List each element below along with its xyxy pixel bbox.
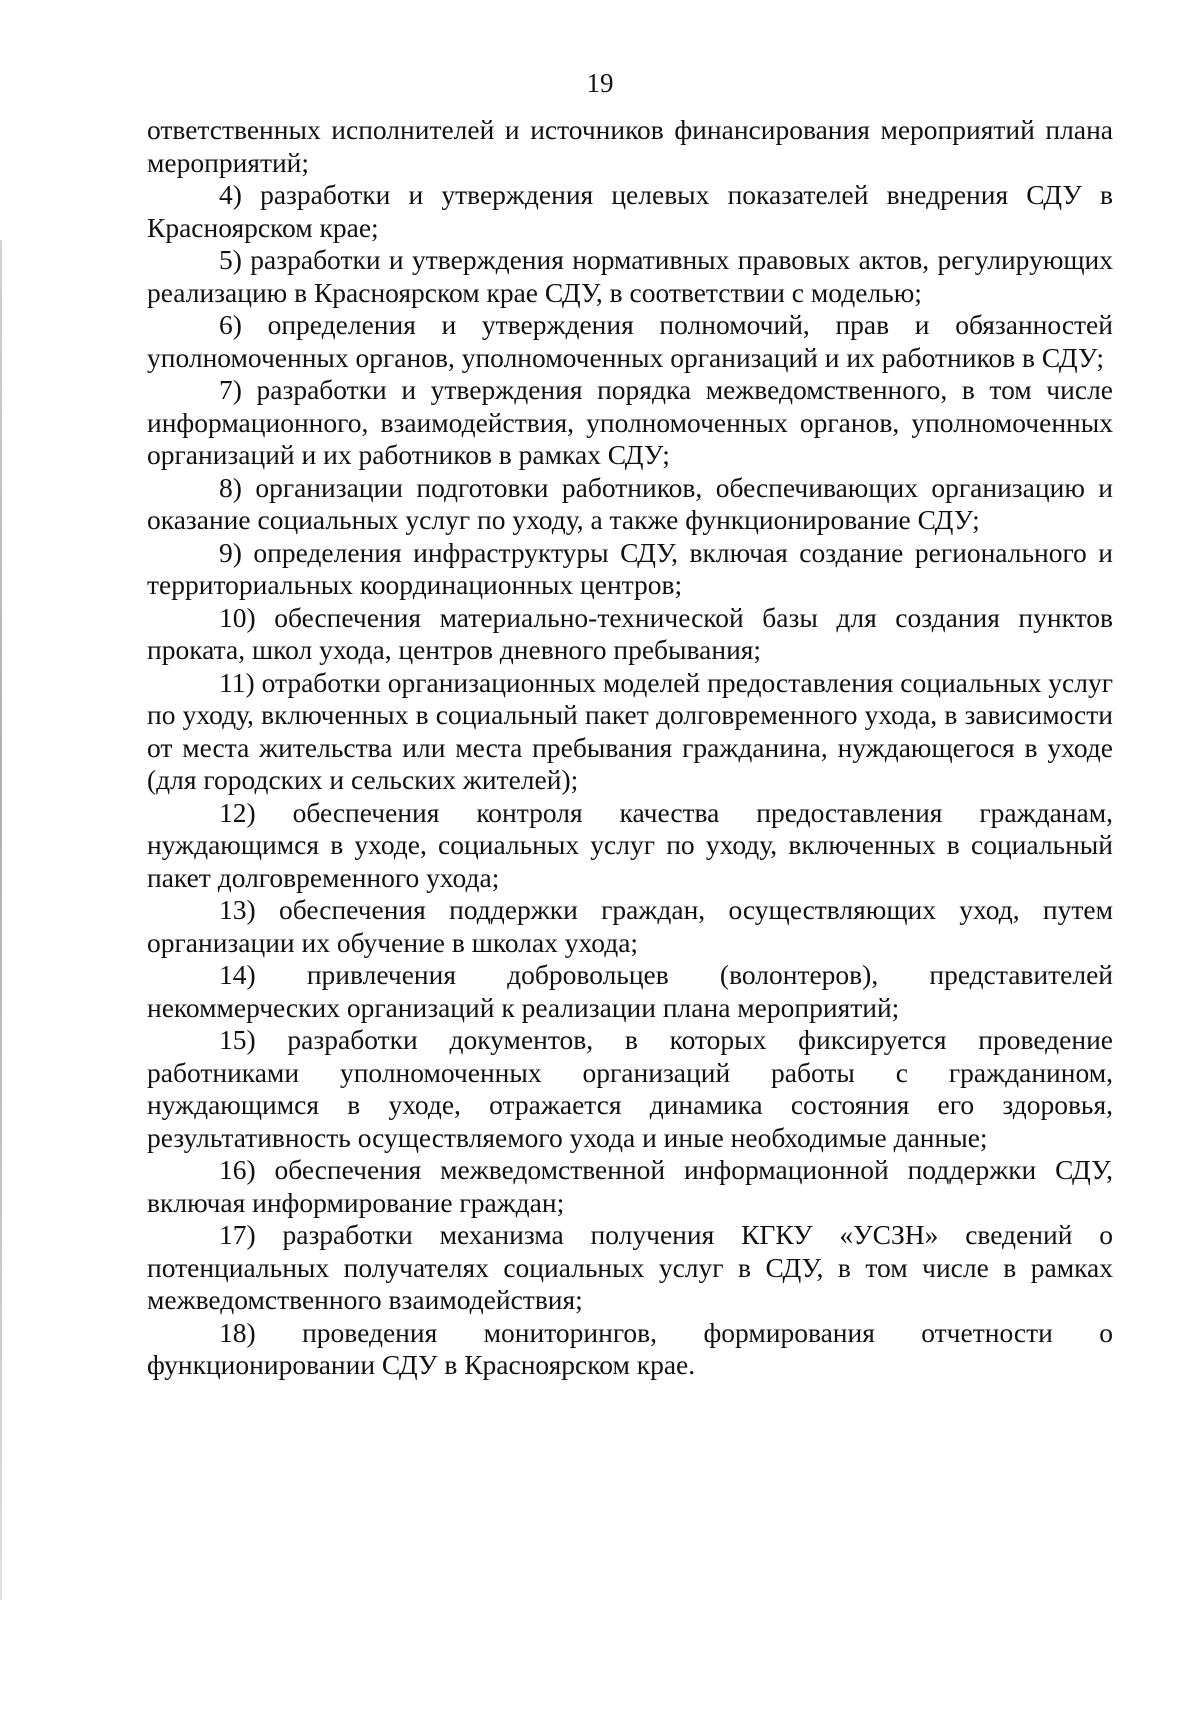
paragraph-continuation: ответственных исполнителей и источников финансирования мероприятий плана мероприятий;: [147, 114, 1113, 178]
list-item-4: 4) разработки и утверждения целевых показателей внедрения СДУ в Красноярском крае;: [147, 179, 1113, 243]
list-item-9: 9) определения инфраструктуры СДУ, включая создание регионального и территориальных координационных центров;: [147, 536, 1113, 600]
list-item-18: 18) проведения мониторингов, формирования отчетности о функционировании СДУ в Красноярском крае.: [147, 1316, 1113, 1380]
list-item-13: 13) обеспечения поддержки граждан, осуществляющих уход, путем организации их обучение в школах ухода;: [147, 894, 1113, 958]
list-item-10: 10) обеспечения материально-технической базы для создания пунктов проката, школ ухода, центров дневного пребывания;: [147, 601, 1113, 665]
list-item-7: 7) разработки и утверждения порядка межведомственного, в том числе информационного, взаимодействия, уполномоченных органов, уполномоченных организаций и их работников в рамках СДУ;: [147, 374, 1113, 470]
list-item-17: 17) разработки механизма получения КГКУ «УСЗН» сведений о потенциальных получателях социальных услуг в СДУ, в том числе в рамках межведомственного взаимодействия;: [147, 1219, 1113, 1315]
list-item-16: 16) обеспечения межведомственной информационной поддержки СДУ, включая информирование граждан;: [147, 1154, 1113, 1218]
list-item-11: 11) отработки организационных моделей предоставления социальных услуг по уходу, включенных в социальный пакет долговременного ухода, в зависимости от места жительства или места пребывания гражданина, нуждающегося в уходе (для городских и сельских жителей);: [147, 666, 1113, 795]
list-item-8: 8) организации подготовки работников, обеспечивающих организацию и оказание социальных услуг по уходу, а также функционирование СДУ;: [147, 471, 1113, 535]
list-item-15: 15) разработки документов, в которых фиксируется проведение работниками уполномоченных организаций работы с гражданином, нуждающимся в уходе, отражается динамика состояния его здоровья, результативность осуществляемого ухода и иные необходимые данные;: [147, 1024, 1113, 1153]
scan-edge-shadow: [0, 240, 2, 1600]
page-number: 19: [586, 68, 614, 98]
list-item-12: 12) обеспечения контроля качества предоставления гражданам, нуждающимся в уходе, социальных услуг по уходу, включенных в социальный пакет долговременного ухода;: [147, 796, 1113, 893]
list-item-5: 5) разработки и утверждения нормативных правовых актов, регулирующих реализацию в Красноярском крае СДУ, в соответствии с моделью;: [147, 244, 1113, 308]
list-item-6: 6) определения и утверждения полномочий, прав и обязанностей уполномоченных органов, уполномоченных организаций и их работников в СДУ;: [147, 309, 1113, 373]
document-body: [147, 114, 1113, 1382]
list-item-14: 14) привлечения добровольцев (волонтеров), представителей некоммерческих организаций к реализации плана мероприятий;: [147, 959, 1113, 1023]
